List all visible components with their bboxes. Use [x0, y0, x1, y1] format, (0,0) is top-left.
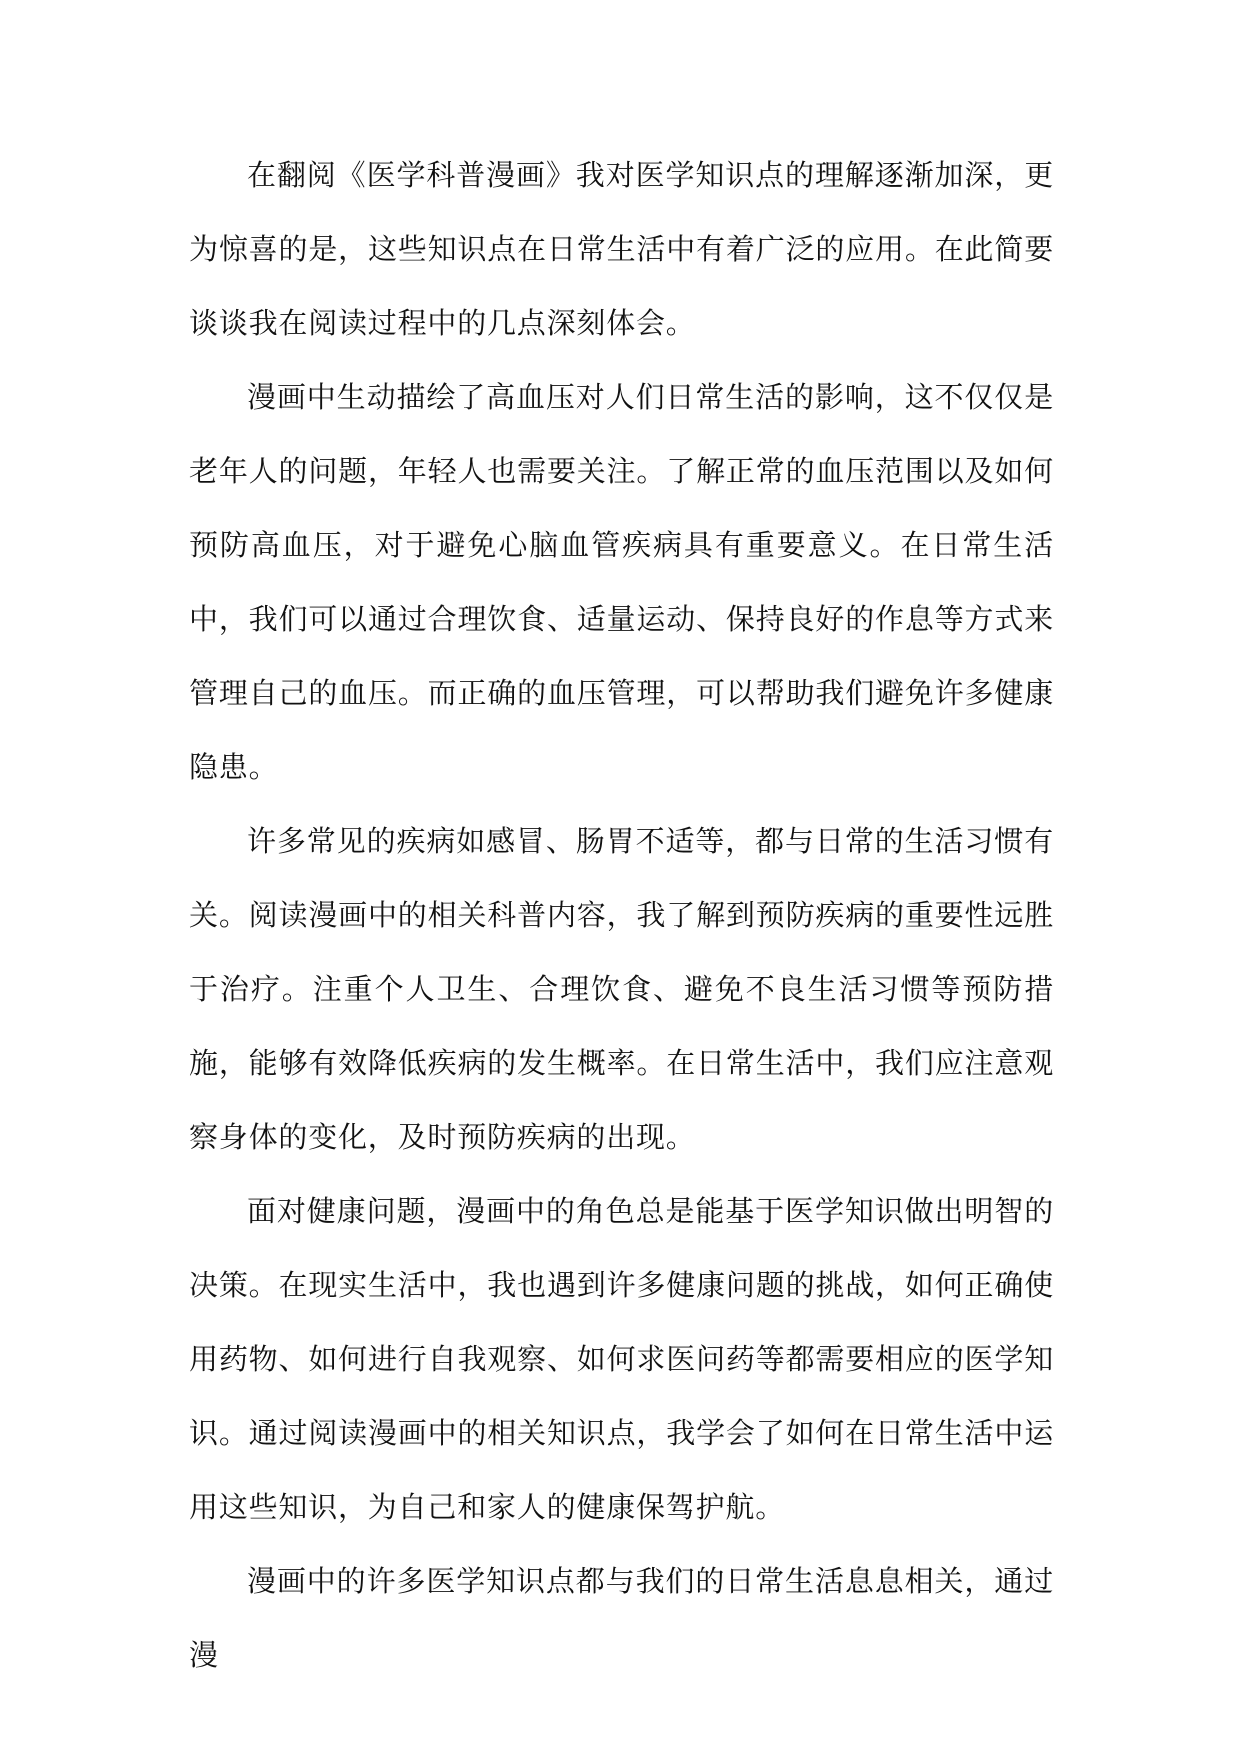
paragraph-5: 漫画中的许多医学知识点都与我们的日常生活息息相关，通过漫	[189, 1564, 1054, 1672]
paragraph-2: 漫画中生动描绘了高血压对人们日常生活的影响，这不仅仅是老年人的问题，年轻人也需要关注。了解正常的血压范围以及如何预防高血压，对于避免心脑血管疾病具有重要意义。在日常生活中，我们可以通过合理饮食、适量运动、保持良好的作息等方式来管理自己的血压。而正确的血压管理，可以帮助我们避免许多健康隐患。	[189, 380, 1054, 784]
paragraph-3: 许多常见的疾病如感冒、肠胃不适等，都与日常的生活习惯有关。阅读漫画中的相关科普内容，我了解到预防疾病的重要性远胜于治疗。注重个人卫生、合理饮食、避免不良生活习惯等预防措施，能够有效降低疾病的发生概率。在日常生活中，我们应注意观察身体的变化，及时预防疾病的出现。	[189, 824, 1054, 1154]
paragraph-4: 面对健康问题，漫画中的角色总是能基于医学知识做出明智的决策。在现实生活中，我也遇到许多健康问题的挑战，如何正确使用药物、如何进行自我观察、如何求医问药等都需要相应的医学知识。通过阅读漫画中的相关知识点，我学会了如何在日常生活中运用这些知识，为自己和家人的健康保驾护航。	[189, 1194, 1054, 1524]
paragraph-1: 在翻阅《医学科普漫画》我对医学知识点的理解逐渐加深，更为惊喜的是，这些知识点在日常生活中有着广泛的应用。在此简要谈谈我在阅读过程中的几点深刻体会。	[189, 158, 1054, 340]
document-body	[189, 138, 1054, 1692]
